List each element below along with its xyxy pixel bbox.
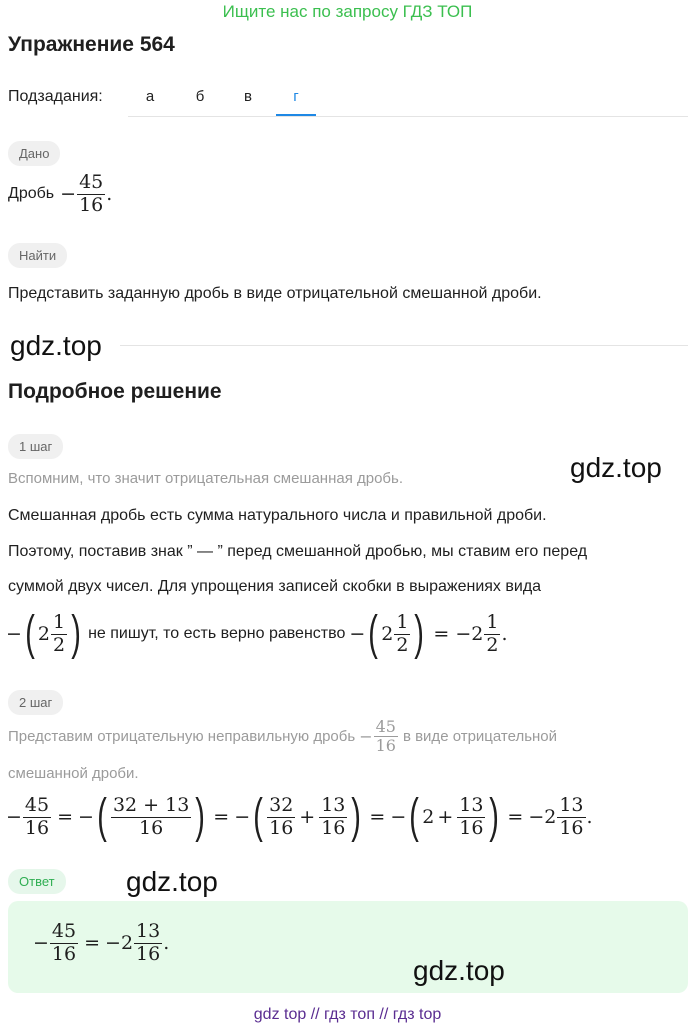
step2-hint-line2: смешанной дроби.	[8, 765, 139, 782]
numerator: 13	[321, 793, 346, 816]
denominator: 2	[396, 633, 409, 656]
denominator: 16	[79, 193, 104, 216]
given-tag: Дано	[8, 141, 60, 166]
subtasks-label: Подзадания:	[8, 88, 103, 105]
numerator: 45	[51, 920, 77, 942]
tab-v[interactable]: в	[244, 88, 252, 105]
page-title: Упражнение 564	[8, 33, 175, 56]
watermark: gdz.top	[10, 330, 102, 361]
numerator: 45	[79, 171, 104, 193]
numerator: 32 + 13	[112, 793, 190, 816]
numerator: 45	[375, 717, 396, 736]
denominator: 16	[321, 816, 346, 839]
step2-hint: Представим отрицательную неправильную дробь − $\frac{45}{16}$ в виде отрицательной	[8, 717, 558, 756]
denominator: 16	[51, 942, 77, 965]
given-fraction	[77, 172, 105, 217]
denominator: 2	[53, 633, 66, 656]
whole: 2	[544, 806, 557, 828]
whole: 2	[120, 932, 134, 955]
step2-hint-prefix: Представим отрицательную неправильную дробь	[8, 728, 356, 746]
step1-line3: суммой двух чисел. Для упрощения записей скобки в выражениях вида	[8, 578, 542, 595]
denominator: 16	[139, 816, 164, 839]
minus-sign: −	[60, 183, 77, 206]
tab-a[interactable]: а	[145, 88, 155, 105]
footer-links[interactable]: gdz top // гдз топ // гдз top	[253, 1006, 442, 1023]
denominator: 16	[459, 816, 484, 839]
whole: 2	[422, 806, 435, 828]
whole: 2	[381, 623, 394, 645]
period: .	[106, 183, 113, 206]
numerator: 1	[53, 610, 66, 633]
step1-line1: Смешанная дробь есть сумма натурального числа и правильной дроби.	[8, 507, 547, 524]
denominator: 16	[136, 942, 161, 965]
denominator: 2	[486, 633, 499, 656]
denominator: 16	[24, 816, 50, 839]
step1-line2: Поэтому, поставив знак ” — ” перед смешанной дробью, мы ставим его перед	[8, 543, 588, 560]
numerator: 13	[559, 793, 584, 816]
find-text: Представить заданную дробь в виде отрицательной смешанной дроби.	[8, 285, 542, 302]
watermark: gdz.top	[570, 452, 662, 483]
denominator: 16	[559, 816, 584, 839]
denominator: 16	[375, 736, 396, 756]
denominator: 16	[269, 816, 294, 839]
numerator: 13	[459, 793, 484, 816]
answer-formula: − $\frac{45}{16}$ = − 2 $\frac{13}{16}$ .	[33, 920, 170, 965]
solution-title: Подробное решение	[8, 380, 222, 403]
top-banner[interactable]: Ищите нас по запросу ГДЗ ТОП	[222, 2, 473, 21]
numerator: 1	[396, 610, 409, 633]
whole: 2	[471, 623, 484, 645]
tab-g[interactable]: г	[276, 88, 316, 116]
given-text: Дробь	[8, 185, 55, 203]
numerator: 32	[269, 793, 294, 816]
whole: 2	[37, 623, 50, 645]
numerator: 13	[136, 920, 161, 942]
answer-box	[8, 901, 688, 993]
watermark: gdz.top	[126, 866, 218, 897]
step2-formula: − $\frac{45}{16}$ = − ( $\frac{32 + 13}{16}$ ) = − ( $\frac{32}{16}$ + $\frac{13}{16}$ ) = − ( 2 + $\frac{13}{16}$ ) = − 2 $\frac{13}{16}$ .	[6, 790, 593, 843]
step2-tag: 2 шаг	[8, 690, 63, 715]
step1-formula: − ( 2 $\frac{1}{2}$ ) не пишут, то есть верно равенство − ( 2 $\frac{1}{2}$ ) = − 2 $\frac{1}{2}$ .	[6, 607, 508, 660]
step1-mid-text: не пишут, то есть верно равенство	[88, 625, 346, 642]
tab-b[interactable]: б	[195, 88, 205, 105]
subtask-tabs	[128, 80, 688, 117]
step1-hint: Вспомним, что значит отрицательная смешанная дробь.	[8, 470, 404, 487]
divider	[120, 345, 688, 346]
step2-hint-suffix: в виде отрицательной	[402, 728, 558, 746]
step1-tag: 1 шаг	[8, 434, 63, 459]
answer-tag: Ответ	[8, 869, 66, 894]
given-fraction-line	[8, 172, 112, 217]
numerator: 1	[486, 610, 499, 633]
watermark: gdz.top	[413, 955, 505, 986]
numerator: 45	[24, 793, 50, 816]
find-tag: Найти	[8, 243, 67, 268]
